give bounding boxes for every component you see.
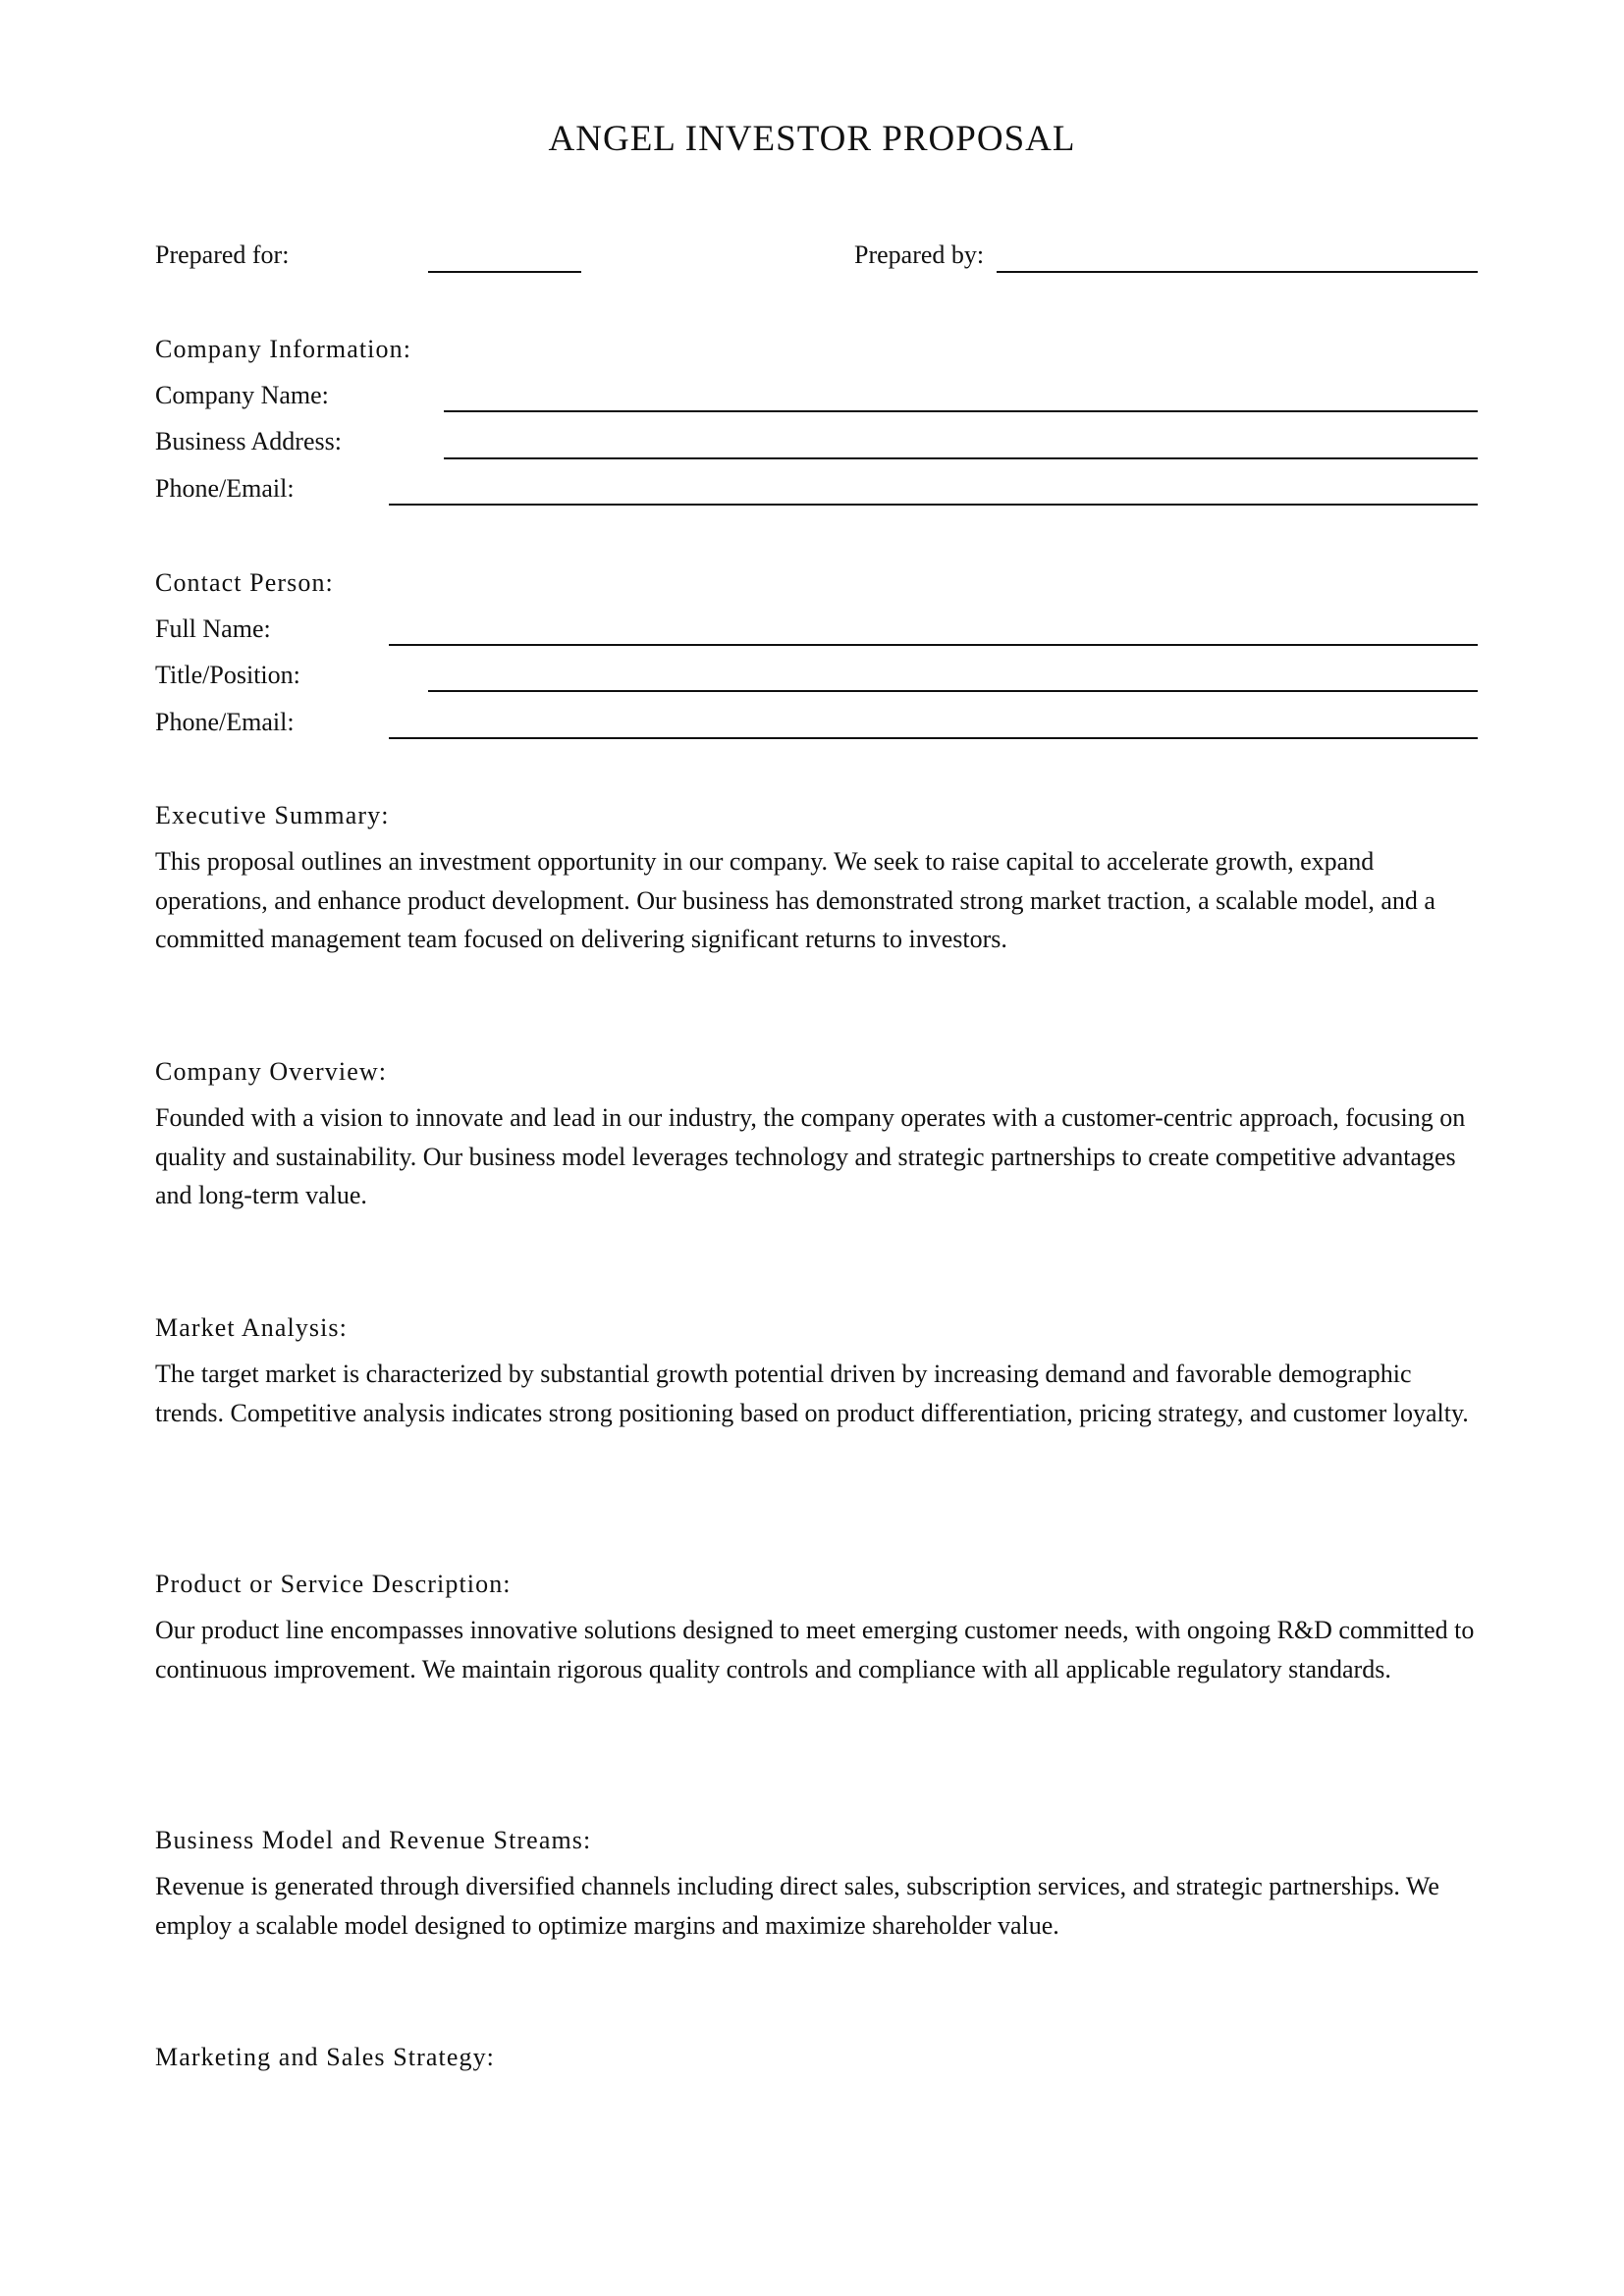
company-overview-text: Founded with a vision to innovate and lead in our industry, the company operates with a customer-centric approach, focusing on quality and sustainability. Our business model leverages technology and strategic partnerships to create competitive advantages and long-term value. xyxy=(155,1103,1466,1209)
prepared-for-line[interactable] xyxy=(428,271,581,273)
company-phone-email-label: Phone/Email: xyxy=(155,474,295,503)
executive-summary-text: This proposal outlines an investment opportunity in our company. We seek to raise capital to accelerate growth, expand operations, and enhance product development. Our business has demonstrated strong market traction, a scalable model, and a committed management team focused on delivering significant returns to investors. xyxy=(155,847,1435,953)
product-service-text: Our product line encompasses innovative solutions designed to meet emerging customer needs, with ongoing R&D committed to continuous improvement. We maintain rigorous quality controls and compliance with all applicable regulatory standards. xyxy=(155,1616,1475,1683)
company-name-line[interactable] xyxy=(444,410,1478,412)
full-name-label: Full Name: xyxy=(155,614,271,643)
prepared-by-line[interactable] xyxy=(997,271,1478,273)
title-position-label: Title/Position: xyxy=(155,661,300,689)
business-address-label: Business Address: xyxy=(155,427,342,455)
marketing-sales-heading: Marketing and Sales Strategy: xyxy=(155,2043,495,2071)
market-analysis-text: The target market is characterized by substantial growth potential driven by increasing demand and favorable demographic trends. Competitive analysis indicates strong positioning based on product differentiation, pricing strategy, and customer loyalty. xyxy=(155,1360,1469,1427)
prepared-for-label: Prepared for: xyxy=(155,240,290,269)
prepared-by-label: Prepared by: xyxy=(854,240,985,269)
contact-phone-email-line[interactable] xyxy=(389,737,1478,739)
document-title: ANGEL INVESTOR PROPOSAL xyxy=(548,119,1076,159)
executive-summary-heading: Executive Summary: xyxy=(155,801,390,829)
company-overview-heading: Company Overview: xyxy=(155,1057,388,1086)
business-model-text: Revenue is generated through diversified channels including direct sales, subscription services, and strategic partnerships. We employ a scalable model designed to optimize margins and maximize shareholder value. xyxy=(155,1872,1439,1940)
title-position-line[interactable] xyxy=(428,690,1478,692)
market-analysis-heading: Market Analysis: xyxy=(155,1313,348,1342)
company-phone-email-line[interactable] xyxy=(389,504,1478,506)
business-address-line[interactable] xyxy=(444,457,1478,459)
contact-person-heading: Contact Person: xyxy=(155,568,334,597)
company-name-label: Company Name: xyxy=(155,381,329,409)
product-service-heading: Product or Service Description: xyxy=(155,1570,512,1598)
full-name-line[interactable] xyxy=(389,644,1478,646)
business-model-heading: Business Model and Revenue Streams: xyxy=(155,1826,592,1854)
contact-phone-email-label: Phone/Email: xyxy=(155,708,295,736)
company-information-heading: Company Information: xyxy=(155,335,412,363)
